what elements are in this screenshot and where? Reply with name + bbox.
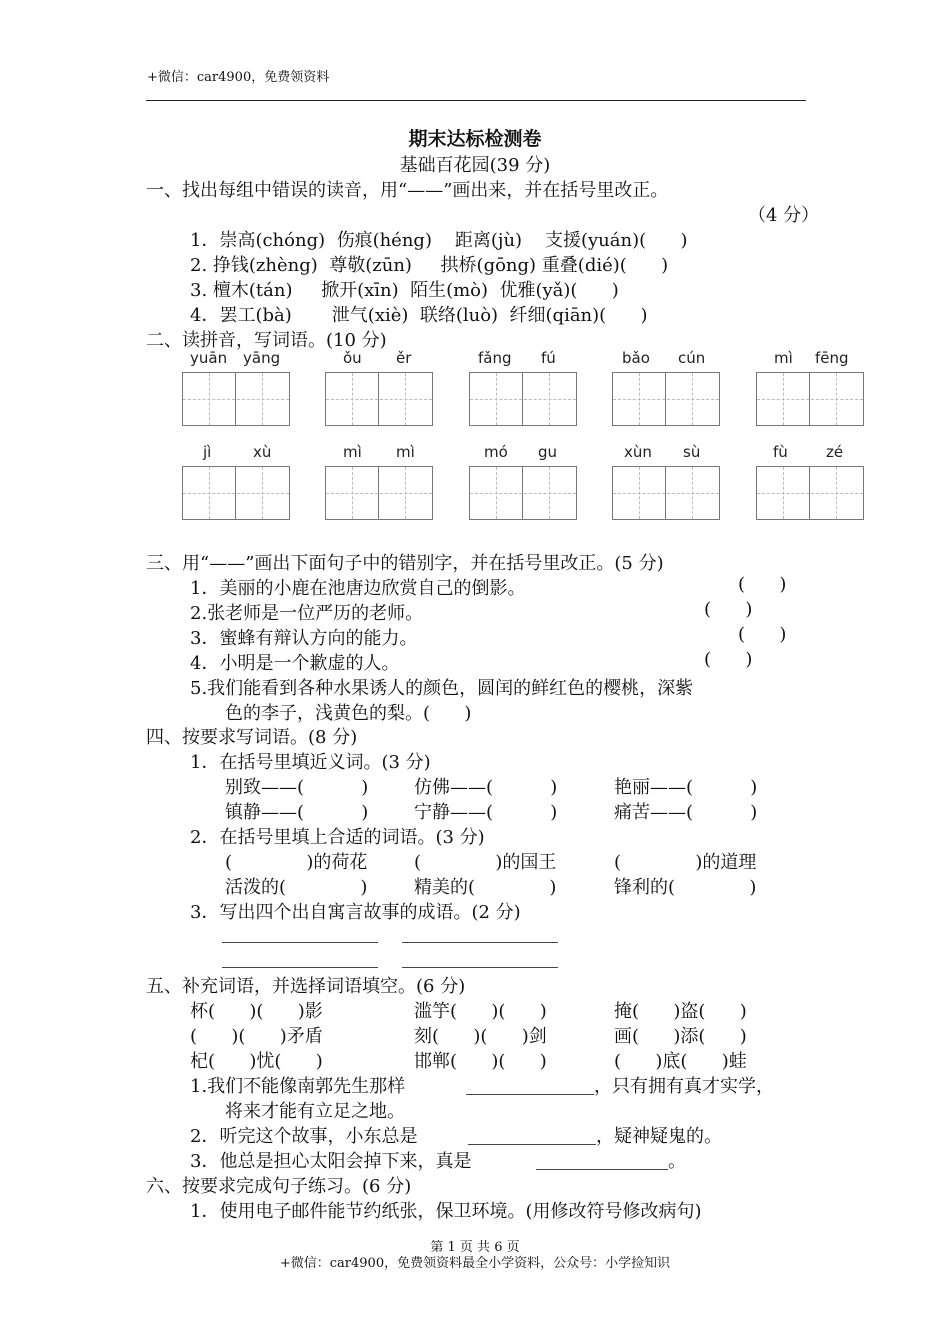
synonym-blank[interactable]: 艳丽——( ) [614,777,758,798]
idiom-answer-line[interactable] [222,942,378,943]
idiom-blank[interactable]: ( )( )矛盾 [190,1026,323,1047]
idiom-blank[interactable]: 杯( )( )影 [190,1001,323,1022]
page-number: 第 1 页 共 6 页 [430,1240,520,1255]
phrase-blank[interactable]: 精美的( ) [414,877,557,898]
pinyin: bǎo [622,349,650,367]
s3-item-3-blank[interactable]: ( ) [738,624,787,645]
pinyin: yāng [243,349,281,367]
pinyin: cún [678,349,706,367]
s1-item-3: 3. 檀木(tán) 掀开(xīn) 陌生(mò) 优雅(yǎ)( ) [190,280,619,301]
s6-heading: 六、按要求完成句子练习。(6 分) [146,1176,412,1197]
s1-heading: 一、找出每组中错误的读音，用“——”画出来，并在括号里改正。 [146,180,669,201]
writing-grid[interactable] [612,372,720,426]
pinyin: xùn [624,443,652,461]
pinyin: ǒu [343,349,362,367]
writing-grid[interactable] [325,372,433,426]
pinyin: gu [538,443,558,461]
pinyin: fù [773,443,788,461]
fill-blank-line[interactable] [536,1169,668,1170]
writing-grid[interactable] [469,372,577,426]
synonym-blank[interactable]: 别致——( ) [225,777,369,798]
header-note: +微信：car4900，免费领资料 [147,70,330,85]
s4-q1: 1．在括号里填近义词。(3 分) [190,752,431,773]
pinyin: zé [826,443,844,461]
s1-item-1: 1．崇高(chóng) 伤痕(héng) 距离(jù) 支援(yuán)( ) [190,230,688,251]
idiom-answer-line[interactable] [402,942,558,943]
synonym-blank[interactable]: 镇静——( ) [225,802,369,823]
pinyin: fú [541,349,556,367]
s5-fill-1c: 将来才能有立足之地。 [225,1101,405,1122]
phrase-blank[interactable]: ( )的国王 [414,852,557,873]
s5-fill-2a: 2．听完这个故事，小东总是 [190,1126,418,1147]
writing-grid[interactable] [756,372,864,426]
pinyin: fēng [815,349,849,367]
pinyin: ěr [396,349,412,367]
writing-grid[interactable] [469,466,577,520]
s1-score: （4 分） [748,205,820,226]
writing-grid[interactable] [756,466,864,520]
phrase-blank[interactable]: 活泼的( ) [225,877,368,898]
idiom-blank[interactable]: 滥竽( )( ) [414,1001,547,1022]
s3-item-1: 1．美丽的小鹿在池唐边欣赏自己的倒影。 [190,578,526,599]
phrase-blank[interactable]: ( )的道理 [614,852,757,873]
synonym-blank[interactable]: 痛苦——( ) [614,802,758,823]
pinyin: mó [484,443,508,461]
idiom-answer-line[interactable] [222,967,378,968]
header-rule [146,100,806,101]
idiom-blank[interactable]: ( )底( )蛙 [614,1051,747,1072]
phrase-blank[interactable]: 锋利的( ) [614,877,757,898]
pinyin: sù [683,443,701,461]
page-title: 期末达标检测卷 [408,128,542,150]
s4-q3: 3．写出四个出自寓言故事的成语。(2 分) [190,902,521,923]
idiom-blank[interactable]: 掩( )盗( ) [614,1001,747,1022]
writing-grid[interactable] [182,466,290,520]
s3-item-1-blank[interactable]: ( ) [738,574,787,595]
s3-heading: 三、用“——”画出下面句子中的错别字，并在括号里改正。(5 分) [146,553,664,574]
writing-grid[interactable] [612,466,720,520]
writing-grid[interactable] [325,466,433,520]
s5-fill-3b: 。 [668,1151,686,1172]
writing-grid[interactable] [182,372,290,426]
fill-blank-line[interactable] [466,1094,594,1095]
s1-item-4: 4．罢工(bà) 泄气(xiè) 联络(luò) 纤细(qiān)( ) [190,305,648,326]
s4-heading: 四、按要求写词语。(8 分) [146,727,358,748]
fill-blank-line[interactable] [468,1144,596,1145]
s3-item-5-line1: 5.我们能看到各种水果诱人的颜色，圆闰的鲜红色的樱桃，深紫 [190,678,694,699]
idiom-blank[interactable]: 画( )添( ) [614,1026,747,1047]
s5-fill-1a: 1.我们不能像南郭先生那样 [190,1076,406,1097]
s6-q1: 1．使用电子邮件能节约纸张，保卫环境。(用修改符号修改病句) [190,1201,702,1222]
s3-item-2: 2.张老师是一位严历的老师。 [190,603,424,624]
pinyin: fǎng [478,349,512,367]
idiom-blank[interactable]: 杞( )忧( ) [190,1051,323,1072]
synonym-blank[interactable]: 仿佛——( ) [414,777,558,798]
idiom-blank[interactable]: 刻( )( )剑 [414,1026,547,1047]
s3-item-4-blank[interactable]: ( ) [704,649,753,670]
s5-heading: 五、补充词语，并选择词语填空。(6 分) [146,976,466,997]
idiom-blank[interactable]: 邯郸( )( ) [414,1051,547,1072]
pinyin: yuān [190,349,228,367]
s5-fill-2b: ，疑神疑鬼的。 [596,1126,722,1147]
footer-note: +微信：car4900，免费领资料最全小学资料，公众号：小学捡知识 [279,1256,671,1271]
s5-fill-3a: 3．他总是担心太阳会掉下来，真是 [190,1151,472,1172]
idiom-answer-line[interactable] [402,967,558,968]
phrase-blank[interactable]: ( )的荷花 [225,852,368,873]
pinyin: mì [774,349,793,367]
page-subtitle: 基础百花园(39 分) [399,155,551,176]
pinyin: xù [253,443,272,461]
pinyin: jì [203,443,212,461]
pinyin: mì [396,443,415,461]
s3-item-2-blank[interactable]: ( ) [704,599,753,620]
s3-item-4: 4．小明是一个歉虚的人。 [190,653,400,674]
s5-fill-1b: ，只有拥有真才实学， [594,1076,774,1097]
s4-q2: 2．在括号里填上合适的词语。(3 分) [190,827,485,848]
s3-item-3: 3．蜜蜂有辩认方向的能力。 [190,628,418,649]
synonym-blank[interactable]: 宁静——( ) [414,802,558,823]
s3-item-5-line2: 色的李子，浅黄色的梨。( ) [225,703,472,724]
s1-item-2: 2. 挣钱(zhèng) 尊敬(zūn) 拱桥(gōng) 重叠(dié)( ) [190,255,669,276]
pinyin: mì [343,443,362,461]
s2-heading: 二、读拼音，写词语。(10 分) [146,330,387,351]
